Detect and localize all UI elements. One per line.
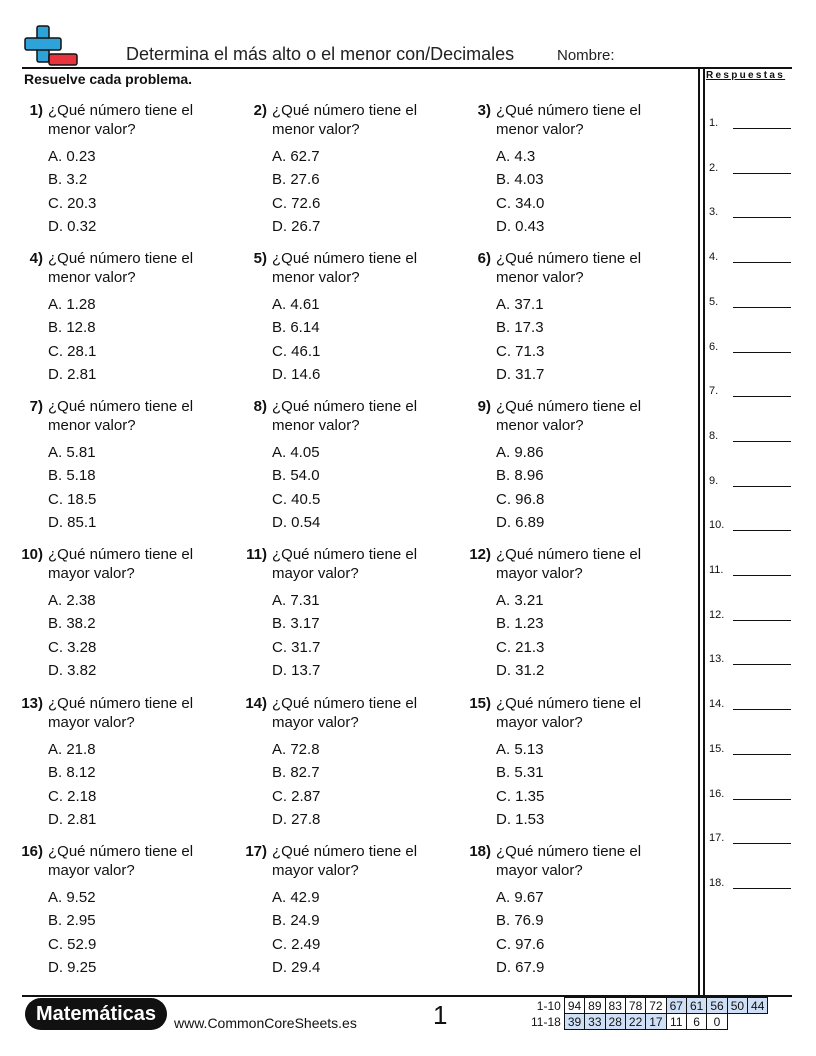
- option-list: [272, 147, 320, 240]
- problem-question: ¿Qué número tiene el menor valor?: [48, 102, 194, 138]
- score-cell: 33: [585, 1014, 605, 1030]
- score-cell: 44: [748, 998, 768, 1014]
- answer-option[interactable]: A. 72.8: [272, 741, 320, 758]
- answer-option[interactable]: D. 31.7: [496, 365, 545, 383]
- answer-option[interactable]: A. 9.67: [496, 889, 544, 906]
- problem-question: ¿Qué número tiene el mayor valor?: [272, 843, 418, 879]
- answer-number: 5.: [709, 295, 719, 308]
- answer-line[interactable]: [709, 653, 724, 665]
- answer-blank[interactable]: [733, 843, 791, 844]
- answer-option[interactable]: D. 26.7: [272, 217, 321, 235]
- answer-blank[interactable]: [733, 173, 791, 174]
- answer-line[interactable]: [709, 296, 718, 308]
- problem-question: ¿Qué número tiene el menor valor?: [48, 250, 194, 286]
- problem-question: ¿Qué número tiene el mayor valor?: [272, 695, 418, 731]
- answer-option[interactable]: D. 0.43: [496, 217, 545, 235]
- answer-blank[interactable]: [733, 530, 791, 531]
- answer-option[interactable]: B. 6.14: [272, 319, 320, 337]
- answer-option[interactable]: A. 5.81: [48, 444, 96, 461]
- option-list: [496, 147, 544, 240]
- answer-line[interactable]: [709, 519, 724, 531]
- answer-line[interactable]: [709, 206, 718, 218]
- answer-option[interactable]: A. 9.86: [496, 444, 544, 461]
- answer-option[interactable]: D. 67.9: [496, 958, 545, 976]
- answer-option[interactable]: A. 1.28: [48, 296, 96, 313]
- instructions: Resuelve cada problema.: [24, 71, 193, 87]
- answer-number: 1.: [709, 117, 719, 129]
- answer-option[interactable]: B. 82.7: [272, 764, 320, 782]
- answer-blank[interactable]: [733, 575, 791, 576]
- problem-number: 16): [21, 843, 43, 860]
- site-url[interactable]: www.CommonCoreSheets.es: [174, 1015, 357, 1031]
- answer-blank[interactable]: [733, 799, 791, 800]
- answer-option[interactable]: A. 62.7: [272, 148, 320, 165]
- answer-option[interactable]: D. 2.81: [48, 365, 97, 383]
- answer-option[interactable]: D. 0.32: [48, 217, 97, 235]
- answer-line[interactable]: [709, 475, 718, 487]
- option-list: [48, 443, 96, 536]
- option-list: [272, 591, 320, 684]
- option-list: [496, 295, 544, 388]
- answer-blank[interactable]: [733, 486, 791, 487]
- answer-line[interactable]: [709, 564, 723, 576]
- score-cell: 39: [564, 1014, 584, 1030]
- answer-number: 3.: [709, 206, 719, 219]
- answer-option[interactable]: A. 4.05: [272, 444, 320, 461]
- answer-option[interactable]: B. 8.96: [496, 467, 544, 485]
- answer-option[interactable]: C. 52.9: [48, 935, 97, 953]
- answer-option[interactable]: C. 71.3: [496, 342, 545, 360]
- score-cell: 17: [646, 1014, 666, 1030]
- score-cell: 94: [564, 998, 584, 1014]
- problem-number: 10): [21, 546, 43, 563]
- answer-option[interactable]: B. 27.6: [272, 171, 320, 189]
- option-list: [496, 740, 544, 833]
- page-number: 1: [433, 1000, 448, 1030]
- problem-question: ¿Qué número tiene el mayor valor?: [48, 546, 194, 582]
- answer-line[interactable]: [709, 162, 718, 174]
- answer-option[interactable]: A. 4.61: [272, 296, 320, 313]
- score-row: [528, 1014, 768, 1030]
- answers-title: Respuestas: [706, 70, 786, 81]
- problem-question: ¿Qué número tiene el menor valor?: [496, 398, 642, 434]
- problem-number: 11): [246, 546, 267, 563]
- option-list: [496, 591, 544, 684]
- answer-option[interactable]: C. 40.5: [272, 490, 321, 508]
- score-row: [528, 998, 768, 1014]
- score-range-label: 1-10: [536, 998, 561, 1013]
- problem-number: 9): [477, 398, 491, 415]
- answer-blank[interactable]: [733, 352, 791, 353]
- score-range-label: 11-18: [531, 1014, 561, 1029]
- score-cell: 28: [605, 1014, 625, 1030]
- score-cell: 22: [625, 1014, 645, 1030]
- answer-line[interactable]: [709, 788, 724, 800]
- option-list: [48, 740, 96, 833]
- answer-option[interactable]: B. 3.2: [48, 171, 88, 189]
- problem-question: ¿Qué número tiene el mayor valor?: [496, 546, 642, 582]
- answer-option[interactable]: B. 12.8: [48, 319, 96, 337]
- problem-number: 18): [469, 843, 491, 860]
- answer-option[interactable]: D. 85.1: [48, 513, 97, 531]
- answer-option[interactable]: D. 1.53: [496, 810, 545, 828]
- score-cell: 50: [727, 998, 747, 1014]
- option-list: [272, 888, 320, 981]
- answer-option[interactable]: C. 2.18: [48, 787, 97, 805]
- answer-option[interactable]: A. 3.21: [496, 592, 544, 609]
- problem-question: ¿Qué número tiene el mayor valor?: [272, 546, 418, 582]
- problem-number: 6): [477, 250, 491, 267]
- answer-option[interactable]: B. 4.03: [496, 171, 544, 189]
- answer-line[interactable]: [709, 832, 724, 844]
- answer-option[interactable]: C. 34.0: [496, 194, 545, 212]
- answer-option[interactable]: C. 31.7: [272, 638, 321, 656]
- answer-option[interactable]: B. 3.17: [272, 615, 320, 633]
- answer-number: 13.: [709, 653, 725, 666]
- answer-option[interactable]: B. 76.9: [496, 912, 544, 930]
- answer-blank[interactable]: [733, 620, 791, 621]
- answer-line[interactable]: [709, 341, 718, 353]
- answer-option[interactable]: C. 97.6: [496, 935, 545, 953]
- option-list: [272, 443, 320, 536]
- answer-option[interactable]: D. 2.81: [48, 810, 97, 828]
- answer-blank[interactable]: [733, 664, 791, 665]
- answer-option[interactable]: A. 2.38: [48, 592, 96, 609]
- answer-option[interactable]: A. 0.23: [48, 148, 96, 165]
- problem-number: 3): [477, 102, 491, 119]
- answer-line[interactable]: [709, 385, 718, 397]
- option-list: [48, 888, 96, 981]
- answer-number: 15.: [709, 742, 725, 755]
- page-title: Determina el más alto o el menor con/Decimales: [126, 44, 515, 64]
- brand-badge: Matemáticas: [25, 998, 167, 1030]
- answer-blank[interactable]: [733, 888, 791, 889]
- answer-option[interactable]: B. 54.0: [272, 467, 320, 485]
- answer-blank[interactable]: [733, 441, 791, 442]
- answer-option[interactable]: B. 5.31: [496, 764, 544, 782]
- score-table: [528, 997, 768, 1030]
- answer-option[interactable]: D. 29.4: [272, 958, 321, 976]
- answer-option[interactable]: C. 2.87: [272, 787, 321, 805]
- answer-option[interactable]: B. 17.3: [496, 319, 544, 337]
- answer-option[interactable]: C. 96.8: [496, 490, 545, 508]
- answer-blank[interactable]: [733, 262, 791, 263]
- answer-option[interactable]: C. 72.6: [272, 194, 321, 212]
- answer-option[interactable]: A. 9.52: [48, 889, 96, 906]
- problem-question: ¿Qué número tiene el mayor valor?: [496, 843, 642, 879]
- answer-option[interactable]: B. 1.23: [496, 615, 544, 633]
- answer-number: 2.: [709, 161, 719, 174]
- answer-option[interactable]: C. 20.3: [48, 194, 97, 212]
- answer-line[interactable]: [709, 430, 718, 442]
- answer-option[interactable]: A. 4.3: [496, 148, 536, 165]
- answer-option[interactable]: D. 9.25: [48, 958, 97, 976]
- option-list: [48, 147, 96, 240]
- answer-number: 16.: [709, 787, 725, 800]
- answer-option[interactable]: A. 21.8: [48, 741, 96, 758]
- answer-blank[interactable]: [733, 754, 791, 755]
- answer-option[interactable]: C. 1.35: [496, 787, 545, 805]
- answer-option[interactable]: A. 7.31: [272, 592, 320, 609]
- answer-option[interactable]: B. 5.18: [48, 467, 96, 485]
- answer-option[interactable]: B. 8.12: [48, 764, 96, 782]
- problem-question: ¿Qué número tiene el menor valor?: [496, 250, 642, 286]
- problem-question: ¿Qué número tiene el menor valor?: [496, 102, 642, 138]
- problem-number: 2): [253, 102, 267, 119]
- score-cell: 61: [686, 998, 706, 1014]
- answer-option[interactable]: A. 42.9: [272, 889, 320, 906]
- problem-number: 15): [469, 695, 491, 712]
- option-list: [272, 740, 320, 833]
- answer-option[interactable]: C. 18.5: [48, 490, 97, 508]
- name-label: Nombre:: [557, 47, 615, 64]
- problem-number: 5): [253, 250, 267, 267]
- answer-option[interactable]: B. 38.2: [48, 615, 96, 633]
- answer-number: 17.: [709, 832, 725, 845]
- answer-number: 10.: [709, 519, 725, 532]
- problem-number: 7): [29, 398, 43, 415]
- option-list: [496, 443, 544, 536]
- answer-line[interactable]: [709, 609, 724, 621]
- answer-number: 7.: [709, 385, 719, 398]
- problem-question: ¿Qué número tiene el mayor valor?: [496, 695, 642, 731]
- answer-number: 6.: [709, 340, 719, 353]
- answer-option[interactable]: D. 13.7: [272, 661, 321, 679]
- answer-number: 9.: [709, 474, 719, 487]
- problem-number: 13): [21, 695, 43, 712]
- answer-line[interactable]: [709, 117, 718, 129]
- problem-number: 17): [245, 843, 267, 860]
- answer-option[interactable]: B. 2.95: [48, 912, 96, 930]
- option-list: [48, 591, 96, 684]
- answer-option[interactable]: D. 3.82: [48, 661, 97, 679]
- answer-option[interactable]: C. 2.49: [272, 935, 321, 953]
- answer-option[interactable]: A. 37.1: [496, 296, 544, 313]
- answer-column-border: [703, 67, 705, 997]
- answer-option[interactable]: D. 0.54: [272, 513, 321, 531]
- problem-question: ¿Qué número tiene el mayor valor?: [48, 843, 194, 879]
- answer-option[interactable]: C. 3.28: [48, 638, 97, 656]
- answer-option[interactable]: C. 28.1: [48, 342, 97, 360]
- answer-line[interactable]: [709, 698, 724, 710]
- problem-question: ¿Qué número tiene el menor valor?: [272, 102, 418, 138]
- problem-question: ¿Qué número tiene el mayor valor?: [48, 695, 194, 731]
- score-cell: 78: [625, 998, 645, 1014]
- answer-column-border: [698, 67, 700, 997]
- problem-number: 1): [29, 102, 43, 119]
- answer-option[interactable]: D. 14.6: [272, 365, 321, 383]
- answer-number: 14.: [709, 698, 725, 711]
- answer-number: 12.: [709, 608, 725, 621]
- answer-option[interactable]: A. 5.13: [496, 741, 544, 758]
- answer-option[interactable]: D. 6.89: [496, 513, 545, 531]
- answer-blank[interactable]: [733, 396, 791, 397]
- option-list: [272, 295, 320, 388]
- answer-blank[interactable]: [733, 709, 791, 710]
- score-cell: 89: [585, 998, 605, 1014]
- score-cell: 11: [666, 1014, 686, 1030]
- header-divider: [22, 67, 792, 69]
- score-cell: 83: [605, 998, 625, 1014]
- score-cell: 72: [646, 998, 666, 1014]
- score-cell: 6: [686, 1014, 706, 1030]
- problem-number: 8): [253, 398, 267, 415]
- score-cell: 56: [707, 998, 727, 1014]
- score-cell: 0: [707, 1014, 727, 1030]
- problem-number: 14): [245, 695, 267, 712]
- answer-number: 11.: [709, 564, 724, 576]
- problem-question: ¿Qué número tiene el menor valor?: [272, 250, 418, 286]
- answer-blank[interactable]: [733, 307, 791, 308]
- answer-line[interactable]: [709, 743, 724, 755]
- score-cell: 67: [666, 998, 686, 1014]
- answer-option[interactable]: D. 31.2: [496, 661, 545, 679]
- plus-minus-logo-icon: [22, 24, 80, 68]
- answer-option[interactable]: C. 21.3: [496, 638, 545, 656]
- option-list: [48, 295, 96, 388]
- answer-line[interactable]: [709, 877, 724, 889]
- answer-blank[interactable]: [733, 128, 791, 129]
- answer-option[interactable]: D. 27.8: [272, 810, 321, 828]
- answer-option[interactable]: B. 24.9: [272, 912, 320, 930]
- problem-number: 4): [29, 250, 43, 267]
- answer-number: 4.: [709, 251, 719, 264]
- answer-number: 18.: [709, 876, 725, 889]
- option-list: [496, 888, 544, 981]
- problem-question: ¿Qué número tiene el menor valor?: [272, 398, 418, 434]
- answer-blank[interactable]: [733, 217, 791, 218]
- answer-line[interactable]: [709, 251, 718, 263]
- problem-question: ¿Qué número tiene el menor valor?: [48, 398, 194, 434]
- answer-option[interactable]: C. 46.1: [272, 342, 321, 360]
- problem-number: 12): [469, 546, 491, 563]
- answer-number: 8.: [709, 429, 719, 442]
